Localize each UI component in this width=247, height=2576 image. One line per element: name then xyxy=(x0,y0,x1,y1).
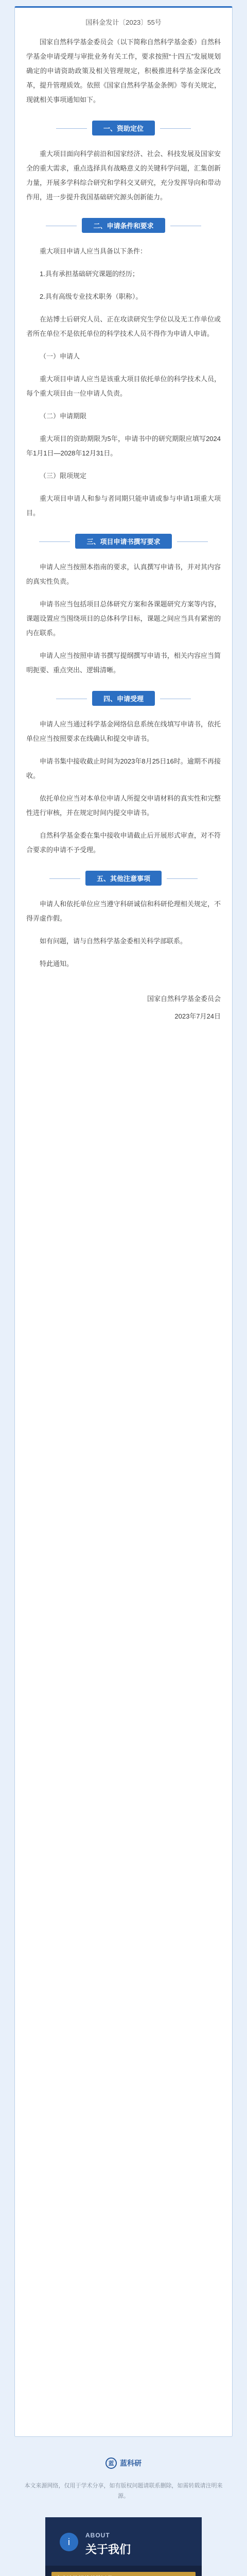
body-paragraph: 重大项目申请人应当具备以下条件： xyxy=(40,247,147,255)
body-paragraph: 申请人和依托单位应当遵守科研诚信和科研伦理相关规定，不得弄虚作假。 xyxy=(26,900,221,922)
about-label-en: ABOUT xyxy=(85,2532,110,2539)
body-paragraph: （一）申请人 xyxy=(40,352,80,360)
body-paragraph: 重大项目面向科学前沿和国家经济、社会、科技发展及国家安全的重大需求，重点选择具有战略意义的关键科学问题，汇集创新力量，开展多学科综合研究和学科交叉研究，充分发挥导向和带动作用，进一步提升我国基础研究源头创新能力。 xyxy=(26,150,221,201)
closing-text: 特此通知。 xyxy=(40,960,74,968)
about-card xyxy=(45,2517,202,2576)
disclaimer-note: 本文来源网络，仅用于学术分享，如有版权问题请联系删除，如需转载请注明来源。 xyxy=(24,2483,223,2499)
body-paragraph: 2.具有高级专业技术职务（职称）。 xyxy=(40,293,143,300)
doc-number: 国科金发计〔2023〕55号 xyxy=(85,19,162,26)
section-heading xyxy=(26,121,221,135)
section-heading xyxy=(26,218,221,233)
section-heading xyxy=(26,534,221,549)
about-label-zh: 关于我们 xyxy=(85,2543,131,2556)
section-title: 二、申请条件和要求 xyxy=(82,218,165,233)
intro-paragraph: 国家自然科学基金委员会（以下简称自然科学基金委）自然科学基金申请受理与审批业务有关工作，要求按照“十四五”发展规划确定的申请资助政策及相关管理规定，积极推进科学基金深化改革，提升管理质效。依照《国家自然科学基金条例》等有关规定，现就相关事项通知如下。 xyxy=(26,38,221,104)
body-paragraph: 如有问题，请与自然科学基金委相关科学部联系。 xyxy=(40,937,187,945)
body-paragraph: 自然科学基金委在集中接收申请截止后开展形式审查，对不符合要求的申请不予受理。 xyxy=(26,832,221,854)
body-paragraph: （二）申请期限 xyxy=(40,412,87,420)
body-paragraph: 重大项目申请人应当是该重大项目依托单位的科学技术人员，每个重大项目由一位申请人负责。 xyxy=(26,375,221,397)
body-paragraph: 申请人应当通过科学基金网络信息系统在线填写申请书，依托单位应当按照要求在线确认和提交申请书。 xyxy=(26,720,221,742)
section-title: 一、资助定位 xyxy=(92,121,155,135)
body-paragraph: 重大项目的资助期限为5年，申请书中的研究期限应填写2024年1月1日—2028年12月31日。 xyxy=(26,435,221,457)
body-paragraph: 在站博士后研究人员、正在攻读研究生学位以及无工作单位或者所在单位不是依托单位的科学技术人员不得作为申请人申请。 xyxy=(26,315,221,337)
brand-mark-icon: 蓝 xyxy=(105,2458,117,2469)
brand-logo xyxy=(105,2458,142,2469)
gallery-title xyxy=(51,2572,196,2576)
body-paragraph: （三）限项规定 xyxy=(40,472,87,480)
signoff xyxy=(26,992,221,1024)
section-title: 四、申请受理 xyxy=(92,691,155,706)
info-icon: i xyxy=(60,2533,78,2551)
section-title: 三、项目申请书撰写要求 xyxy=(75,534,171,549)
section-heading xyxy=(26,691,221,706)
signoff-date: 2023年7月24日 xyxy=(174,1012,221,1020)
body-paragraph: 重大项目申请人和参与者同期只能申请或参与申请1项重大项目。 xyxy=(26,495,221,517)
section-heading xyxy=(26,871,221,886)
brand-name: 蓝科研 xyxy=(120,2459,142,2467)
document-card xyxy=(14,6,233,2437)
body-paragraph: 申请书集中接收截止时间为2023年8月25日16时。逾期不再接收。 xyxy=(26,757,221,779)
body-paragraph: 申请人应当按照申请书撰写提纲撰写申请书，相关内容应当简明扼要、重点突出、逻辑清晰。 xyxy=(26,652,221,674)
about-header xyxy=(45,2517,202,2566)
section-title: 五、其他注意事项 xyxy=(85,871,162,886)
body-paragraph: 申请书应当包括项目总体研究方案和各课题研究方案等内容，课题设置应当围绕项目的总体科学目标，课题之间应当具有紧密的内在联系。 xyxy=(26,600,221,637)
body-paragraph: 依托单位应当对本单位申请人所提交申请材料的真实性和完整性进行审核，并在规定时间内提交申请书。 xyxy=(26,794,221,817)
signoff-org: 国家自然科学基金委员会 xyxy=(147,995,221,1003)
body-paragraph: 1.具有承担基础研究课题的经历； xyxy=(40,270,139,278)
sections-container xyxy=(26,121,221,948)
body-paragraph: 申请人应当按照本指南的要求，认真撰写申请书，并对其内容的真实性负责。 xyxy=(26,563,221,585)
brand-bar xyxy=(0,2451,247,2476)
